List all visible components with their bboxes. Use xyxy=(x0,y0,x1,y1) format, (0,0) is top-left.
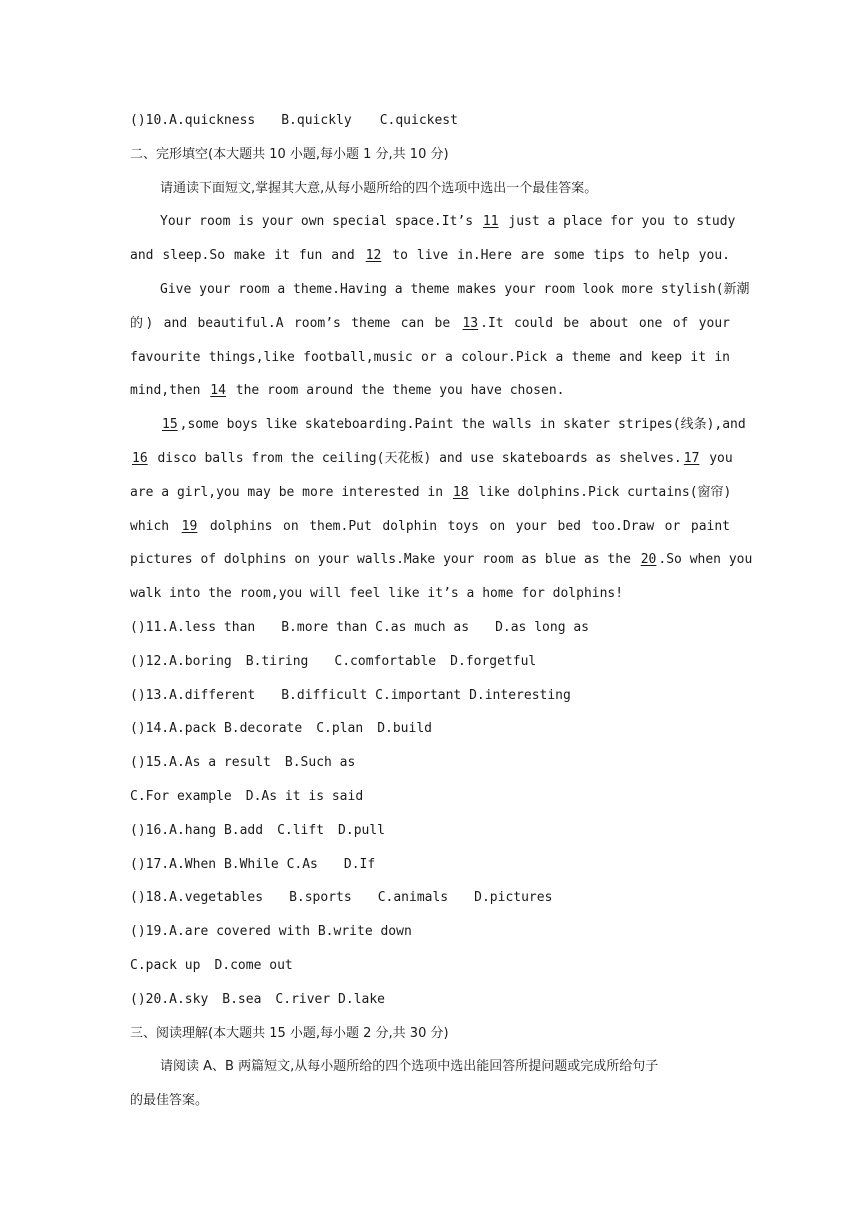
section-3-instruction-continued: 的最佳答案。 xyxy=(130,1093,209,1109)
question-15: ()15.A.As a result B.Such as xyxy=(130,755,356,771)
passage-line: which 19 dolphins on them.Put dolphin toys on your bed too.Draw or paint xyxy=(130,510,730,544)
passage-line: favourite things,like football,music or a colour.Pick a theme and keep it in xyxy=(130,349,730,365)
passage-line: Give your room a theme.Having a theme makes your room look more stylish(新潮 xyxy=(160,281,750,297)
section-2-heading: 二、完形填空(本大题共 10 小题,每小题 1 分,共 10 分) xyxy=(130,146,449,162)
question-16: ()16.A.hang B.add C.lift D.pull xyxy=(130,822,386,838)
passage-line: 16 disco balls from the ceiling(天花板) and use skateboards as shelves.17 you xyxy=(130,442,730,476)
blank-19: 19 xyxy=(181,518,198,534)
blank-16: 16 xyxy=(132,450,148,466)
passage-line: 15,some boys like skateboarding.Paint the walls in skater stripes(线条),and xyxy=(130,408,730,442)
passage-line: Your room is your own special space.It’s 11 just a place for you to study xyxy=(130,205,730,239)
question-13: ()13.A.different B.difficult C.important D.interesting xyxy=(130,687,571,703)
blank-14: 14 xyxy=(210,383,226,399)
blank-11: 11 xyxy=(482,214,499,230)
blank-15: 15 xyxy=(162,417,178,433)
option-b: B.quickly xyxy=(281,113,352,128)
section-3-heading: 三、阅读理解(本大题共 15 小题,每小题 2 分,共 30 分) xyxy=(130,1025,449,1041)
passage-line: and sleep.So make it fun and 12 to live in.Here are some tips to help you. xyxy=(130,239,730,273)
blank-20: 20 xyxy=(640,552,657,568)
question-14: ()14.A.pack B.decorate C.plan D.build xyxy=(130,721,432,737)
exam-page xyxy=(130,104,753,1118)
cloze-passage xyxy=(130,205,753,611)
section-2-instruction: 请通读下面短文,掌握其大意,从每小题所给的四个选项中选出一个最佳答案。 xyxy=(160,180,598,196)
question-17: ()17.A.When B.While C.As D.If xyxy=(130,856,376,872)
blank-12: 12 xyxy=(365,248,382,264)
passage-line: are a girl,you may be more interested in 18 like dolphins.Pick curtains(窗帘) xyxy=(130,476,730,510)
blank-17: 17 xyxy=(683,450,700,466)
passage-line: walk into the room,you will feel like it’s a home for dolphins! xyxy=(130,586,624,602)
blank-18: 18 xyxy=(452,484,469,500)
passage-line: 的) and beautiful.A room’s theme can be 13.It could be about one of your xyxy=(130,307,730,341)
passage-line: pictures of dolphins on your walls.Make your room as blue as the 20.So when you xyxy=(130,543,730,577)
question-19-continued: C.pack up D.come out xyxy=(130,957,293,973)
option-a: A.quickness xyxy=(169,113,256,128)
question-19: ()19.A.are covered with B.write down xyxy=(130,924,412,940)
option-c: C.quickest xyxy=(379,113,458,128)
blank-13: 13 xyxy=(462,315,479,331)
question-20: ()20.A.sky B.sea C.river D.lake xyxy=(130,991,386,1007)
question-number: ()10. xyxy=(130,113,170,128)
question-11: ()11.A.less than B.more than C.as much as D.as long as xyxy=(130,619,589,635)
question-12: ()12.A.boring B.tiring C.comfortable D.forgetful xyxy=(130,653,537,669)
passage-line: mind,then 14 the room around the theme you have chosen. xyxy=(130,374,730,408)
question-18: ()18.A.vegetables B.sports C.animals D.pictures xyxy=(130,890,553,906)
question-15-continued: C.For example D.As it is said xyxy=(130,788,364,804)
section-3-instruction: 请阅读 A、B 两篇短文,从每小题所给的四个选项中选出能回答所提问题或完成所给句子 xyxy=(160,1059,659,1075)
question-10 xyxy=(130,104,730,138)
